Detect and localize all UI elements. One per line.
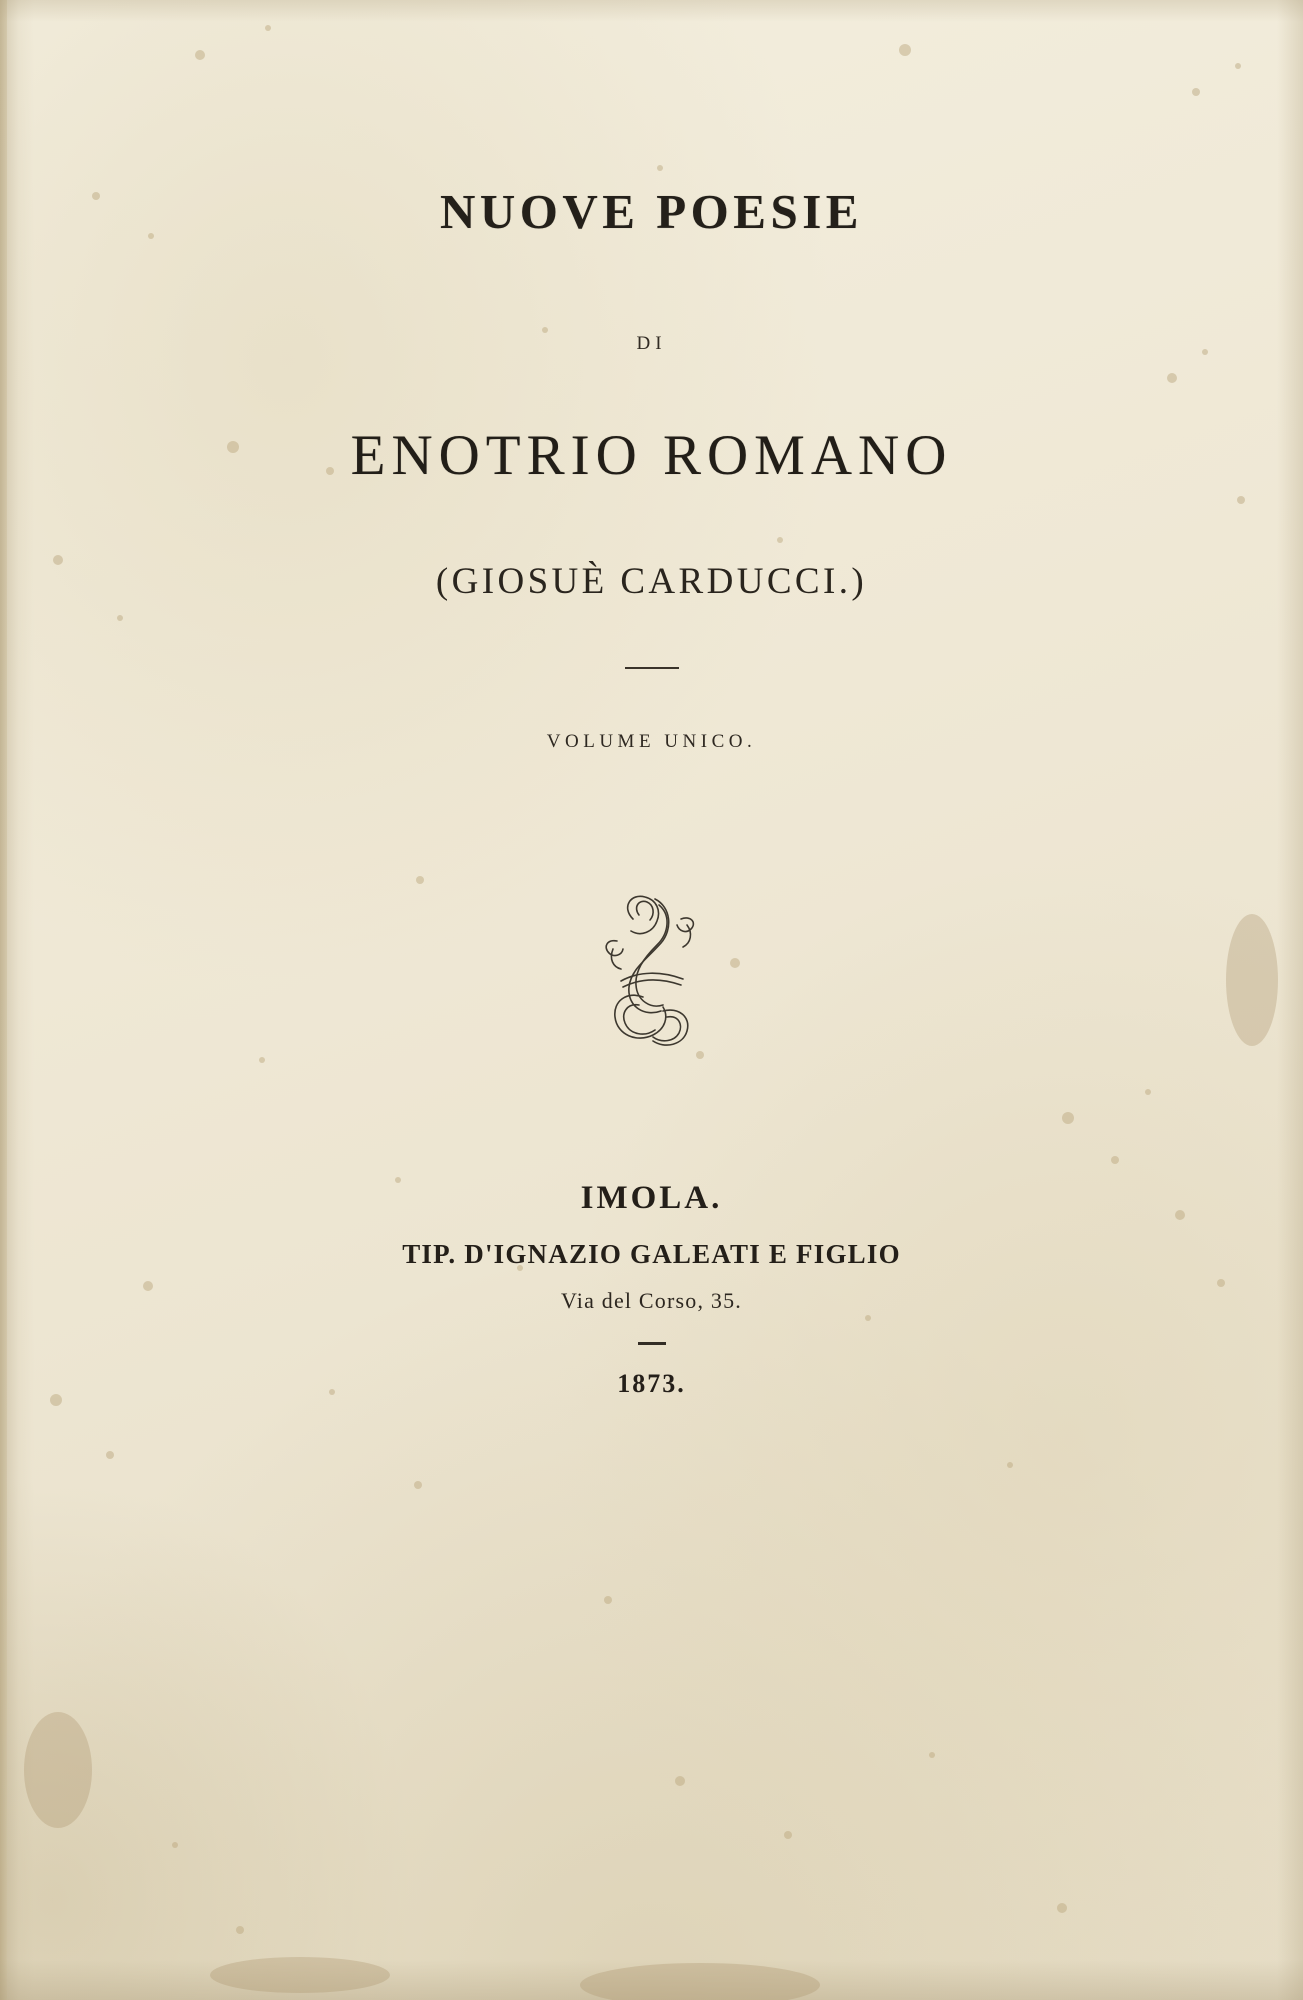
author-real-name: (GIOSUÈ CARDUCCI.) — [435, 561, 868, 602]
author-pseudonym: ENOTRIO ROMANO — [350, 424, 953, 487]
printers-monogram-ornament — [587, 885, 717, 1060]
imprint-year: 1873. — [617, 1369, 686, 1398]
imprint-city: IMOLA. — [580, 1180, 723, 1216]
divider-rule — [625, 667, 679, 669]
imprint-divider-rule — [638, 1342, 666, 1345]
volume-note: VOLUME UNICO. — [546, 731, 757, 752]
imprint-printer: TIP. D'IGNAZIO GALEATI E FIGLIO — [402, 1239, 901, 1269]
page-title: NUOVE POESIE — [440, 184, 863, 239]
imprint-address: Via del Corso, 35. — [561, 1288, 742, 1313]
imprint-block — [0, 1180, 1303, 1399]
byline-connector: DI — [636, 333, 667, 354]
page-bottom-edge-shadow — [0, 1960, 1303, 2000]
ornament-container — [0, 885, 1303, 1060]
